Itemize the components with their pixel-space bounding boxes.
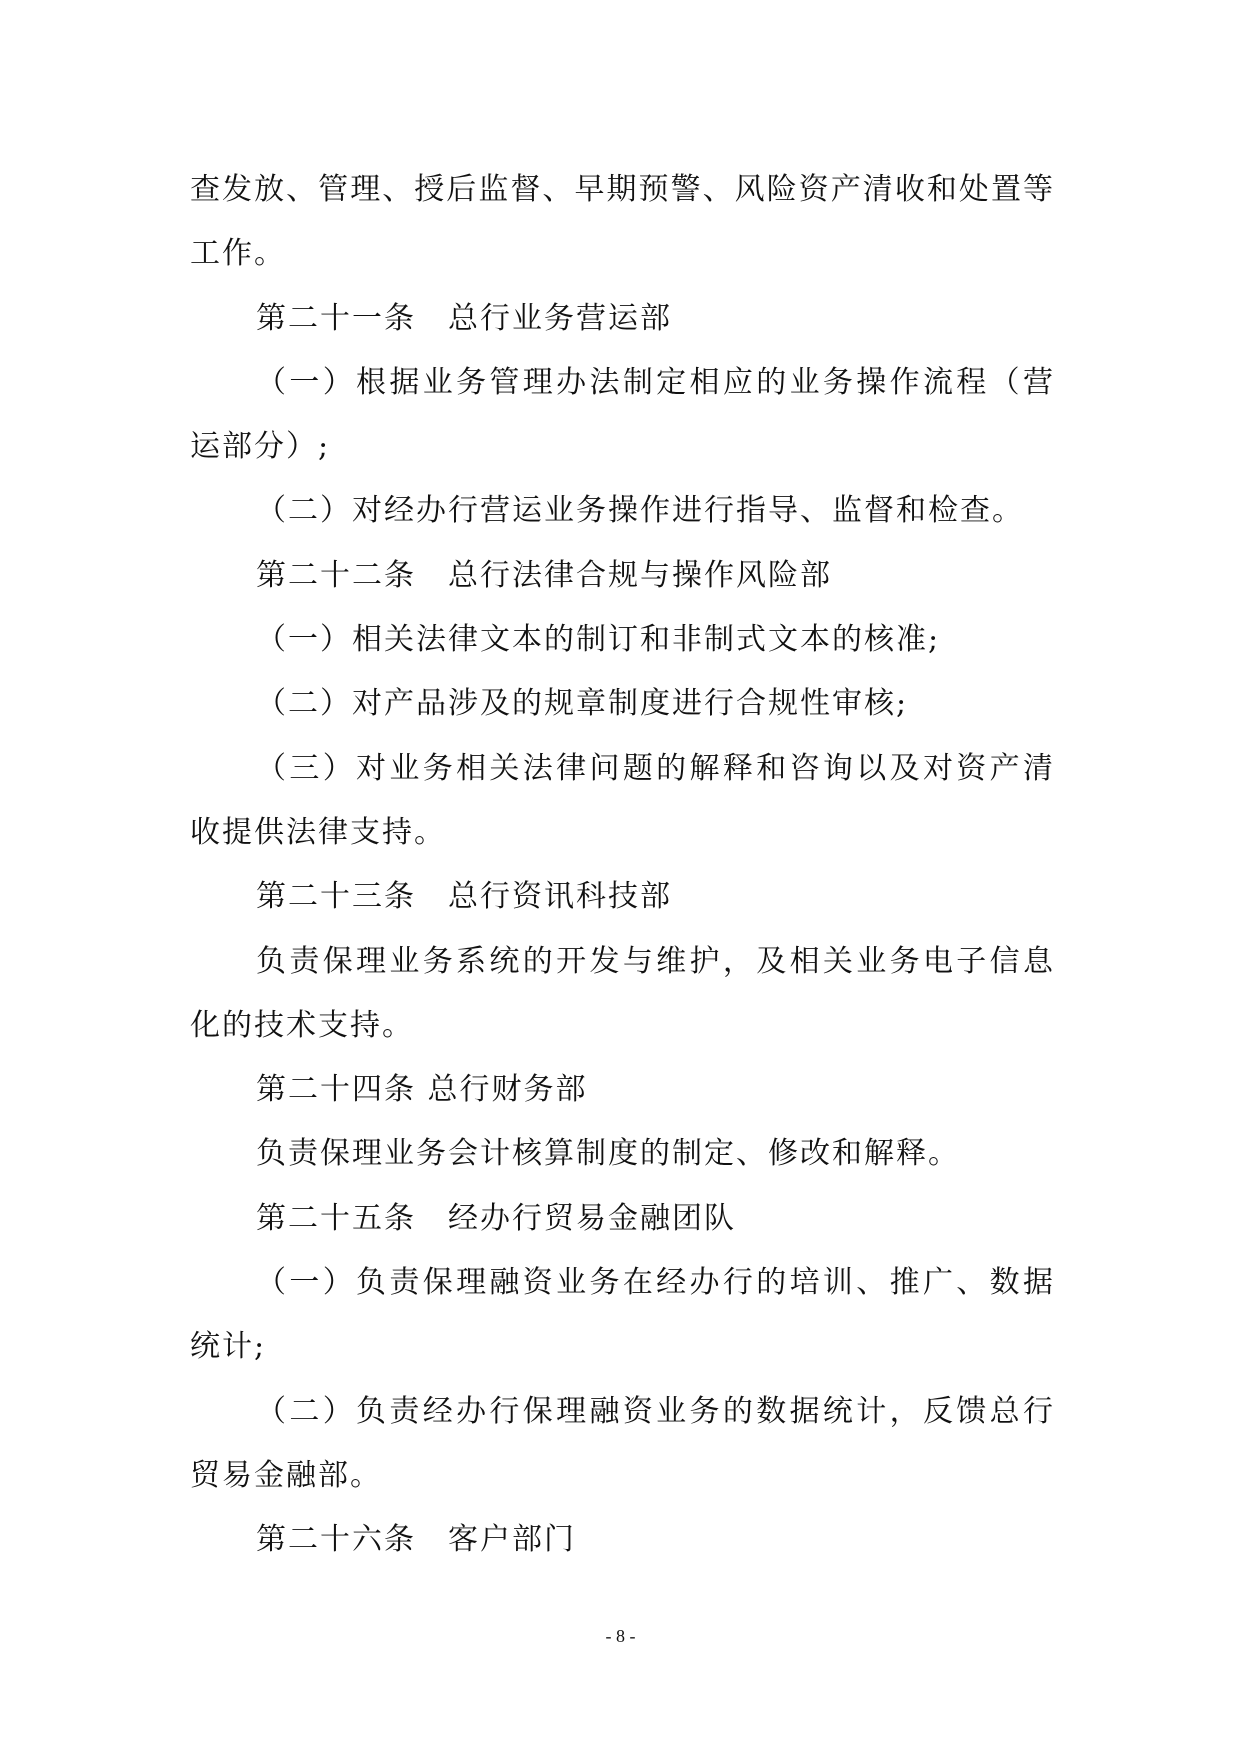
paragraph-continuation: 查发放、管理、授后监督、早期预警、风险资产清收和处置等工作。 (190, 172, 1055, 272)
article-22-item-2: （二）对产品涉及的规章制度进行合规性审核; (256, 686, 909, 722)
article-22-item-3: （三）对业务相关法律问题的解释和咨询以及对资产清收提供法律支持。 (190, 750, 1055, 850)
article-26-title: 第二十六条 客户部门 (256, 1522, 576, 1558)
article-21-item-1: （一）根据业务管理办法制定相应的业务操作流程（营运部分）; (190, 364, 1055, 465)
article-22-item-1: （一）相关法律文本的制订和非制式文本的核准; (256, 622, 941, 658)
article-21-title: 第二十一条 总行业务营运部 (256, 300, 672, 336)
article-21-item-2: （二）对经办行营运业务操作进行指导、监督和检查。 (256, 493, 1024, 529)
article-25-title: 第二十五条 经办行贸易金融团队 (256, 1200, 736, 1236)
document-body (190, 158, 1055, 1573)
article-24-title: 第二十四条 总行财务部 (256, 1072, 588, 1108)
article-23-body: 负责保理业务系统的开发与维护，及相关业务电子信息化的技术支持。 (190, 943, 1055, 1043)
article-23-title: 第二十三条 总行资讯科技部 (256, 879, 672, 915)
article-22-title: 第二十二条 总行法律合规与操作风险部 (256, 557, 832, 593)
article-24-body: 负责保理业务会计核算制度的制定、修改和解释。 (256, 1136, 960, 1172)
page-number: - 8 - (605, 1626, 636, 1646)
article-25-item-1: （一）负责保理融资业务在经办行的培训、推广、数据统计; (190, 1265, 1055, 1365)
article-25-item-2: （二）负责经办行保理融资业务的数据统计，反馈总行贸易金融部。 (190, 1393, 1055, 1493)
